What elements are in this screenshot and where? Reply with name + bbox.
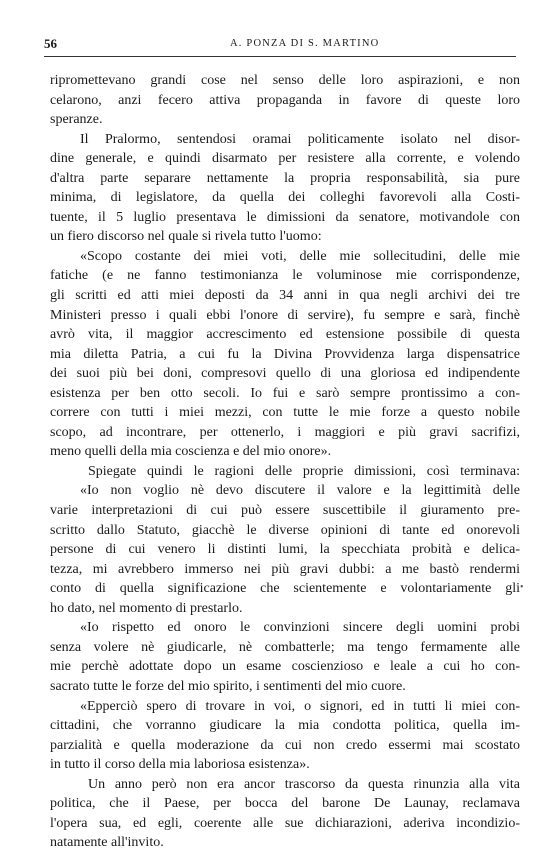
text-line: tuente, il 5 luglio presentava le dimissioni da senatore, motivandole con <box>50 209 520 225</box>
text-line: Spiegate quindi le ragioni delle proprie dimissioni, così terminava: <box>88 463 520 479</box>
text-line: fatiche (e ne fanno testimonianza le voluminose mie corrispondenze, <box>50 268 520 284</box>
text-line: natamente all'invito. <box>50 835 164 851</box>
text-line: dine generale, e quindi disarmato per resistere alla corrente, e volendo <box>50 151 520 167</box>
text-line: «Epperciò spero di trovare in voi, o signori, ed in tutti li miei con- <box>80 698 520 714</box>
text-line: un fiero discorso nel quale si rivela tutto l'uomo: <box>50 229 322 245</box>
text-line: mia diletta Patria, a cui fu la Divina Provvidenza larga dispensatrice <box>50 346 520 362</box>
text-line: «Io non voglio nè devo discutere il valore e la legittimità delle <box>80 483 520 499</box>
text-line: cittadini, che vorranno giudicare la mia condotta politica, quella im- <box>50 718 520 734</box>
page-number: 56 <box>44 36 57 51</box>
header-rule <box>44 56 516 57</box>
text-line: ho dato, nel momento di prestarlo. <box>50 600 243 616</box>
text-line: sacrato tutte le forze del mio spirito, i sentimenti del mio cuore. <box>50 678 406 694</box>
page-header <box>44 36 516 54</box>
text-line: correre con tutti i miei mezzi, con tutte le mie forze a questo nobile <box>50 405 520 421</box>
text-line: l'opera sua, ed egli, coerente alle sue dichiarazioni, aderiva incondizio- <box>50 815 520 831</box>
text-line: meno quelli della mia coscienza e del mio onore». <box>50 444 332 460</box>
text-line: Un anno però non era ancor trascorso da questa rinunzia alla vita <box>88 776 520 792</box>
text-line: speranze. <box>50 112 103 128</box>
margin-dot-mark: • <box>520 582 524 593</box>
text-line: Ministeri presso i quali ebbi l'onore di servire), fu sempre e sarà, finchè <box>50 307 520 323</box>
text-line: esistenza per ben otto secoli. Io fui e sarò sempre prontissimo a con- <box>50 385 520 401</box>
text-line: gli scritti ed atti miei deposti da 34 anni in qua negli archivi dei tre <box>50 288 520 304</box>
text-line: in tutto il corso della mia laboriosa esistenza». <box>50 757 310 773</box>
text-line: tezza, mi avrebbero immerso nei più gravi dubbi: a me bastò rendermi <box>50 561 520 577</box>
body-text <box>50 71 520 853</box>
text-line: «Scopo costante dei miei voti, delle mie sollecitudini, delle mie <box>80 248 520 264</box>
text-line: scritto dallo Statuto, giacchè le diverse opinioni di tante ed onorevoli <box>50 522 520 538</box>
text-line: conto di quella significazione che scientemente e volontariamente gli <box>50 581 520 597</box>
text-line: d'altra parte separare nettamente la propria responsabilità, sia pure <box>50 170 520 186</box>
text-line: senza volere nè giudicarle, nè combatterle; ma tengo fermamente alle <box>50 639 520 655</box>
text-line: Il Pralormo, sentendosi oramai politicamente isolato nel disor- <box>80 131 520 147</box>
text-line: «Io rispetto ed onoro le convinzioni sincere degli uomini probi <box>80 620 520 636</box>
text-line: parzialità e quella moderazione da cui non credo essermi mai scostato <box>50 737 520 753</box>
text-line: dei suoi più bei doni, compresovi quello di una gloriosa ed indipendente <box>50 366 520 382</box>
text-line: celarono, anzi fecero attiva propaganda in favore di queste loro <box>50 92 520 108</box>
text-line: varie interpretazioni di cui può essere suscettibile il giuramento pre- <box>50 503 520 519</box>
text-line: avrò vita, il maggior accrescimento ed estensione possibile di questa <box>50 327 520 343</box>
text-line: scopo, ad incontrare, per ottenerlo, i maggiori e più gravi sacrifizi, <box>50 424 520 440</box>
text-line: ripromettevano grandi cose nel senso delle loro aspirazioni, e non <box>50 73 520 88</box>
text-line: politica, che il Paese, per bocca del barone De Launay, reclamava <box>50 796 520 812</box>
text-line: minima, di legislatore, da quella dei colleghi favorevoli alla Costi- <box>50 190 520 206</box>
running-head: A. PONZA DI S. MARTINO <box>230 38 380 49</box>
text-line: persone di cui venero li distinti lumi, la specchiata probità e delica- <box>50 542 520 558</box>
text-line: mie perchè adottate dopo un esame coscienzioso e leale a cui ho con- <box>50 659 520 675</box>
